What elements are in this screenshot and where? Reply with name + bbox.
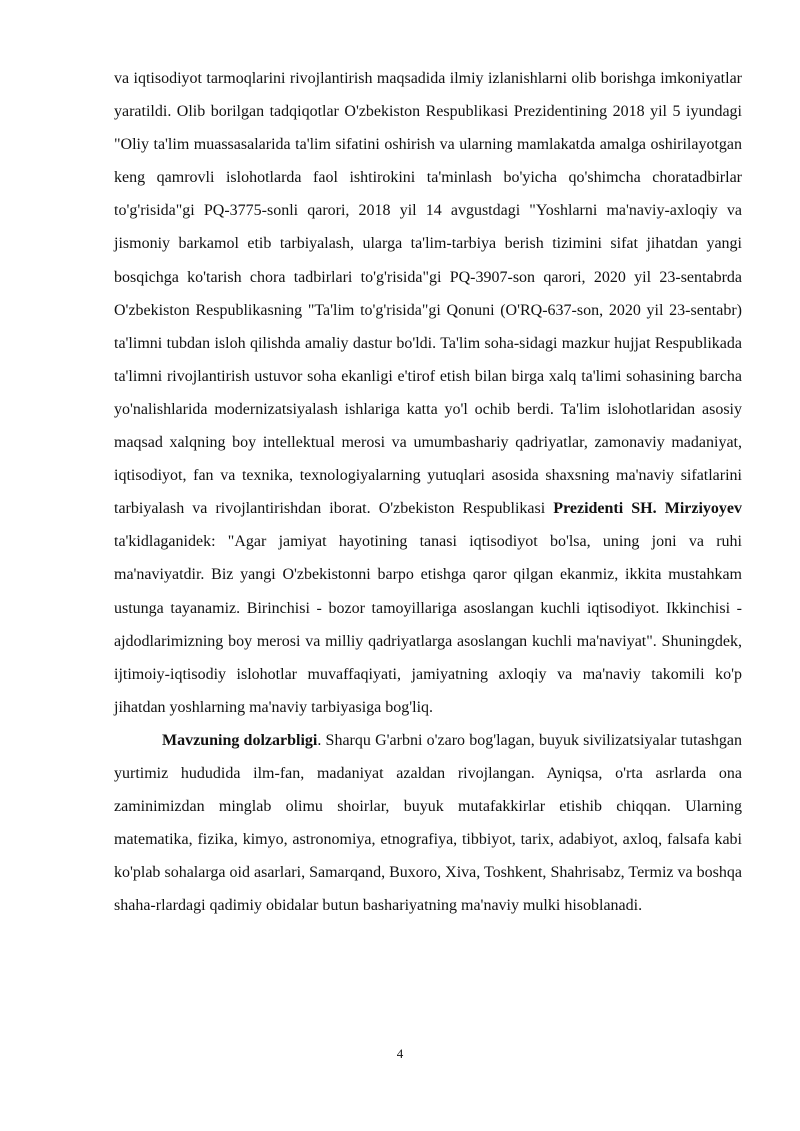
document-body (114, 62, 742, 922)
paragraph-2 (114, 724, 742, 923)
president-name: Prezidenti SH. Mirziyoyev (553, 500, 743, 518)
paragraph-1 (114, 62, 742, 724)
paragraph-2-text: . Sharqu G'arbni o'zaro bog'lagan, buyuk sivilizatsiyalar tutashgan yurtimiz hududida ilm-fan, madaniyat azaldan rivojlangan. Ayniqsa, o'rta asrlarda ona zaminimizdan minglab olimu shoirlar, buyuk mutafakkirlar etishib chiqqan. Ularning matematika, fizika, kimyo, astronomiya, etnografiya, tibbiyot, tarix, adabiyot, axloq, falsafa kabi ko'plab sohalarga oid asarlari, Samarqand, Buxoro, Xiva, Toshkent, Shahrisabz, Termiz va boshqa shaha-rlardagi qadimiy obidalar butun bashariyatning ma'naviy mulki hisoblanadi. (114, 731, 743, 915)
paragraph-1-text-before: va iqtisodiyot tarmoqlarini rivojlantirish maqsadida ilmiy izlanishlarni olib borishga imkoniyatlar yaratildi. Olib borilgan tadqiqotlar O'zbekiston Respublikasi Prezidentining 2018 yil 5 iyundagi "Oliy ta'lim muassasalarida ta'lim sifatini oshirish va ularning mamlakatda amalga oshirilayotgan keng qamrovli islohotlarda faol ishtirokini ta'minlash bo'yicha qo'shimcha choratadbirlar to'g'risida"gi PQ-3775-sonli qarori, 2018 yil 14 avgustdagi "Yoshlarni ma'naviy-axloqiy va jismoniy barkamol etib tarbiyalash, ularga ta'lim-tarbiya berish tizimini sifat jihatdan yangi bosqichga ko'tarish chora tadbirlari to'g'risida"gi PQ-3907-son qarori, 2020 yil 23-sentabrda O'zbekiston Respublikasning "Ta'lim to'g'risida"gi Qonuni (O'RQ-637-son, 2020 yil 23-sentabr) ta'limni tubdan isloh qilishda amaliy dastur bo'ldi. Ta'lim soha-sidagi mazkur hujjat Respublikada ta'limni rivojlantirish ustuvor soha ekanligi e'tirof etish bilan birga xalq ta'limi sohasining barcha yo'nalishlarida modernizatsiyalash ishlariga katta yo'l ochib berdi. Ta'lim islohotlaridan asosiy maqsad xalqning boy intellektual merosi va umumbashariy qadriyatlar, zamonaviy madaniyat, iqtisodiyot, fan va texnika, texnologiyalarning yutuqlari asosida shaxsning ma'naviy sifatlarini tarbiyalash va rivojlantirishdan iborat. O'zbekiston Respublikasi (114, 70, 742, 518)
page-number: 4 (396, 1046, 404, 1061)
paragraph-1-text-after: ta'kidlaganidek: "Agar jamiyat hayotining tanasi iqtisodiyot bo'lsa, uning joni va ruhi ma'naviyatdir. Biz yangi O'zbekistonni barpo etishga qaror qilgan ekanmiz, ikkita mustahkam ustunga tayanamiz. Birinchisi - bozor tamoyillariga asoslangan kuchli iqtisodiyot. Ikkinchisi - ajdodlarimizning boy merosi va milliy qadriyatlarga asoslangan kuchli ma'naviyat". Shuningdek, ijtimoiy-iqtisodiy islohotlar muvaffaqiyati, jamiyatning axloqiy va ma'naviy takomili ko'p jihatdan yoshlarning ma'naviy tarbiyasiga bog'liq. (114, 533, 742, 716)
section-heading-relevance: Mavzuning dolzarbligi (162, 731, 318, 749)
